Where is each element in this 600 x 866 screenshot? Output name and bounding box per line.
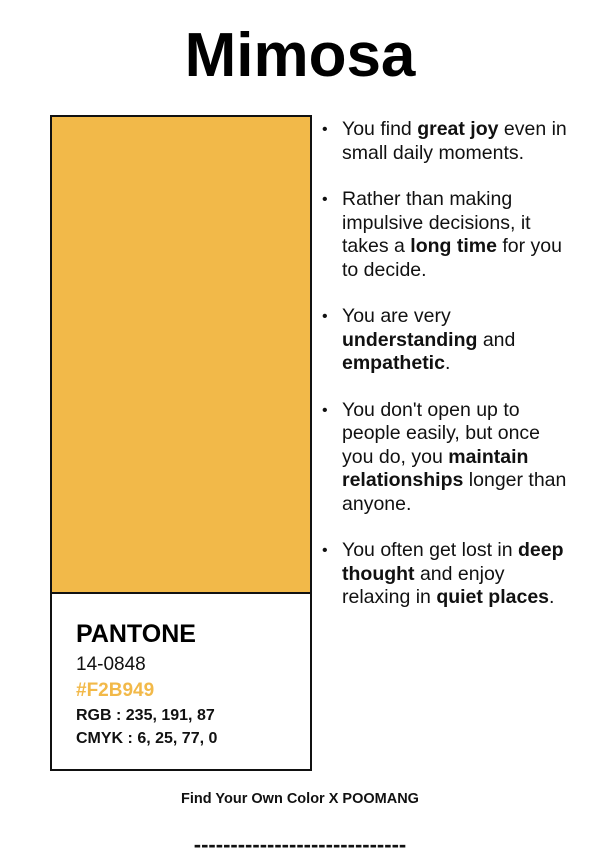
bullet-icon: • — [322, 308, 328, 325]
trait-emphasis: maintain relationships — [342, 445, 529, 491]
trait-text: You don't open up to people easily, but once you do, you — [342, 398, 541, 468]
trait-text: and enjoy relaxing in — [342, 562, 505, 608]
trait-item — [322, 539, 572, 610]
trait-text: for you to decide. — [342, 235, 563, 281]
trait-emphasis: understanding — [342, 328, 478, 351]
cmyk-values: CMYK : 6, 25, 77, 0 — [76, 730, 218, 747]
pantone-label: PANTONE — [76, 620, 196, 648]
trait-text: and — [477, 328, 516, 351]
divider-line: ----------------------------- — [193, 832, 407, 857]
bullet-icon: • — [322, 542, 328, 559]
trait-text: . — [444, 352, 451, 374]
bullet-icon: • — [322, 121, 328, 138]
trait-item — [322, 399, 572, 517]
trait-text: . — [549, 586, 555, 608]
color-card — [50, 115, 312, 771]
footer-credit: Find Your Own Color X POOMANG — [181, 791, 419, 807]
trait-item — [322, 188, 572, 282]
rgb-values: RGB : 235, 191, 87 — [76, 707, 215, 724]
trait-item — [322, 118, 572, 165]
color-swatch — [52, 117, 310, 594]
trait-text: You often get lost in — [342, 539, 518, 561]
trait-text: longer than anyone. — [342, 469, 567, 515]
trait-emphasis: great joy — [417, 118, 499, 140]
trait-list — [322, 118, 572, 633]
hex-code: #F2B949 — [76, 680, 155, 701]
trait-text: You are very — [342, 305, 451, 327]
pantone-code: 14-0848 — [76, 654, 146, 675]
trait-text: You find — [342, 118, 418, 140]
bullet-icon: • — [322, 191, 328, 208]
trait-emphasis: quiet places — [436, 586, 550, 608]
trait-text: even in small daily moments. — [342, 118, 567, 164]
trait-emphasis: deep thought — [342, 539, 564, 585]
pantone-info — [76, 619, 217, 750]
trait-text: Rather than making impulsive decisions, it takes a — [342, 188, 531, 257]
page-title: Mimosa — [184, 21, 416, 90]
trait-item — [322, 305, 572, 376]
trait-emphasis: empathetic — [342, 352, 445, 374]
trait-emphasis: long time — [410, 235, 497, 257]
bullet-icon: • — [322, 401, 328, 419]
